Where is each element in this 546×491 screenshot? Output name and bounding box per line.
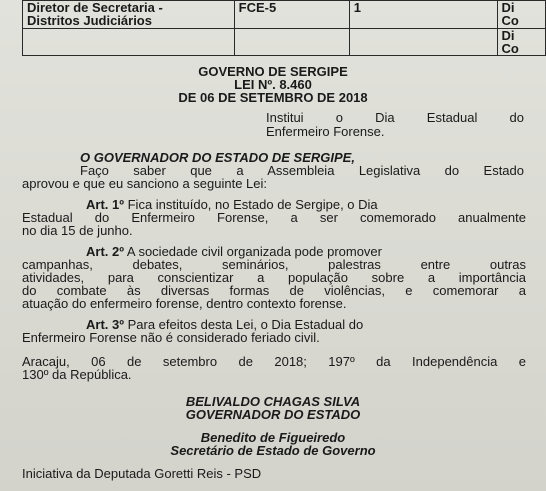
table-cell: 1 xyxy=(349,1,497,29)
article-text: Fica instituído, no Estado de Sergipe, o Dia xyxy=(127,197,378,212)
preamble-text: Faço saber que a Assembleia Legislativa do Estado xyxy=(80,163,524,178)
article-text: Estadual do Enfermeiro Forense, a ser comemorado anualmente xyxy=(22,210,526,225)
article-label: Art. 1º xyxy=(86,197,124,212)
article-label: Art. 2º xyxy=(86,244,124,259)
closing-text: 130º da República. xyxy=(22,367,132,382)
article-label: Art. 3º xyxy=(86,317,124,332)
cell-text: Co xyxy=(501,40,519,56)
cell-text: Di xyxy=(501,0,515,15)
table-cell xyxy=(497,28,545,56)
table-cell xyxy=(349,28,497,56)
table-cell: FCE-5 xyxy=(234,1,349,29)
preamble-title: O GOVERNADOR DO ESTADO DE SERGIPE, xyxy=(80,150,355,165)
signature-name: BELIVALDO CHAGAS SILVA xyxy=(185,394,361,409)
table-row xyxy=(23,28,546,56)
positions-table xyxy=(22,0,546,56)
table-cell xyxy=(23,28,235,56)
header-law-number: LEI Nº. 8.460 xyxy=(234,77,312,92)
ementa-line: Enfermeiro Forense. xyxy=(266,124,385,139)
article-text: atuação do enfermeiro forense, dentro contexto forense. xyxy=(22,296,347,311)
table-cell xyxy=(23,1,235,29)
header-law-date: DE 06 DE SETEMBRO DE 2018 xyxy=(178,90,368,105)
initiative-note: Iniciativa da Deputada Goretti Reis - PSD xyxy=(22,466,262,481)
header-government: GOVERNO DE SERGIPE xyxy=(198,64,348,79)
table-cell xyxy=(497,1,545,29)
secretary-name: Benedito de Figueiredo xyxy=(200,430,346,445)
article-text: Enfermeiro Forense não é considerado feriado civil. xyxy=(22,330,320,345)
cell-text: Distritos Judiciários xyxy=(27,13,152,28)
article-text: campanhas, debates, seminários, palestras entre outras xyxy=(22,257,526,272)
cell-text: Diretor de Secretaria - xyxy=(27,0,163,15)
article-text: Para efeitos desta Lei, o Dia Estadual do xyxy=(127,317,364,332)
closing-text: Aracaju, 06 de setembro de 2018; 197º da Independência e xyxy=(22,354,526,369)
table-row xyxy=(23,1,546,29)
cell-text: Co xyxy=(501,13,519,28)
article-text: A sociedade civil organizada pode promover xyxy=(126,244,382,259)
signature-title: GOVERNADOR DO ESTADO xyxy=(185,407,361,422)
table-cell xyxy=(234,28,349,56)
article-text: no dia 15 de junho. xyxy=(22,223,133,238)
secretary-title: Secretário de Estado de Governo xyxy=(170,443,376,458)
ementa-line: Institui o Dia Estadual do xyxy=(266,110,524,125)
cell-text: Di xyxy=(501,27,515,43)
article-text: do combate às diversas formas de violências, e comemorar a xyxy=(22,283,526,298)
preamble-text: aprovou e que eu sanciono a seguinte Lei: xyxy=(22,176,268,191)
article-text: atividades, para conscientizar a população sobre a importância xyxy=(22,270,526,285)
